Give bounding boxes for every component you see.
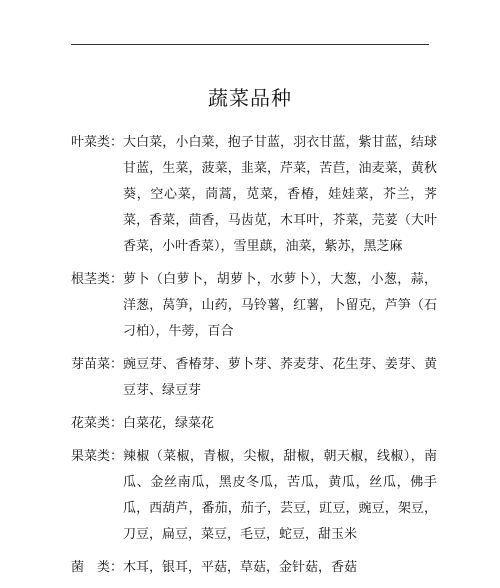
category-label: 叶菜类： [71, 135, 124, 150]
category-row-root [71, 267, 437, 345]
category-label: 菌 类： [71, 560, 124, 575]
category-items: 白菜花，绿菜花 [123, 416, 215, 431]
category-row-flower [71, 411, 437, 437]
category-row-leafy [71, 130, 437, 260]
category-label: 根茎类： [71, 272, 124, 287]
category-row-fruit [71, 444, 437, 548]
header-rule [71, 44, 429, 45]
category-label: 花菜类： [71, 416, 124, 431]
category-items: 木耳，银耳，平菇，草菇，金针菇，香菇 [123, 560, 358, 575]
page-title: 蔬菜品种 [208, 86, 292, 110]
category-list [71, 130, 437, 588]
category-row-sprouts [71, 352, 437, 404]
category-items: 辣椒（菜椒，青椒，尖椒，甜椒，朝天椒，线椒），南瓜、金丝南瓜，黑皮冬瓜，苦瓜，黄瓜，丝瓜，佛手瓜，西葫芦，番茄，茄子，芸豆，豇豆，豌豆，架豆，刀豆，扁豆，菜豆，毛豆，蛇豆，甜玉米 [123, 449, 437, 542]
category-label: 芽苗菜： [71, 357, 124, 372]
category-label: 果菜类： [71, 449, 124, 464]
category-items: 萝卜（白萝卜，胡萝卜，水萝卜），大葱，小葱，蒜，洋葱，莴笋，山药，马铃薯，红薯，卜留克，芦笋（石刁柏），牛蒡，百合 [123, 272, 437, 339]
category-row-fungi [71, 555, 437, 581]
category-items: 大白菜，小白菜，抱子甘蓝，羽衣甘蓝，紫甘蓝，结球甘蓝，生菜，菠菜，韭菜，芹菜，苦苣，油麦菜，黄秋葵，空心菜，茼蒿，苋菜，香椿，娃娃菜，芥兰，荠菜，香菜，茴香，马齿苋，木耳叶，芥菜，芫荽（大叶香菜，小叶香菜），雪里蕻，油菜，紫苏，黑芝麻 [123, 135, 437, 254]
category-items: 豌豆芽、香椿芽、萝卜芽、荞麦芽、花生芽、姜芽、黄豆芽、绿豆芽 [123, 357, 437, 398]
